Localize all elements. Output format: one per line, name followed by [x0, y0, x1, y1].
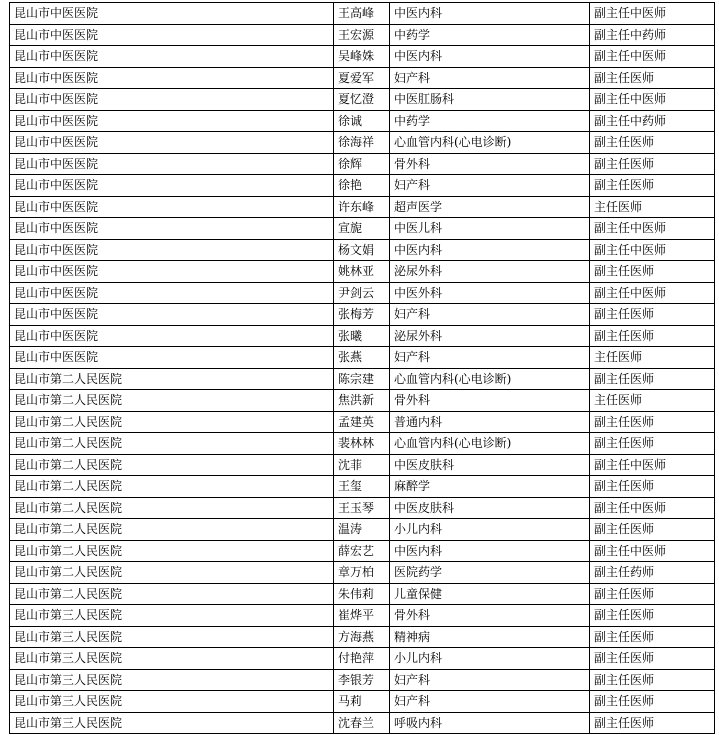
- table-row: [10, 325, 715, 347]
- hospital-cell: 昆山市第二人民医院: [10, 583, 334, 605]
- name-cell: 崔烨平: [334, 605, 390, 627]
- hospital-cell: 昆山市中医医院: [10, 325, 334, 347]
- hospital-cell: 昆山市中医医院: [10, 89, 334, 111]
- table-row: [10, 282, 715, 304]
- hospital-cell: 昆山市中医医院: [10, 175, 334, 197]
- department-cell: 中医内科: [390, 3, 590, 25]
- name-cell: 姚林亚: [334, 261, 390, 283]
- title-cell: 副主任医师: [590, 712, 715, 734]
- department-cell: 心血管内科(心电诊断): [390, 132, 590, 154]
- table-row: [10, 46, 715, 68]
- department-cell: 中医皮肤科: [390, 497, 590, 519]
- title-cell: 副主任医师: [590, 626, 715, 648]
- name-cell: 薛宏艺: [334, 540, 390, 562]
- hospital-cell: 昆山市第三人民医院: [10, 648, 334, 670]
- title-cell: 副主任医师: [590, 67, 715, 89]
- table-row: [10, 218, 715, 240]
- department-cell: 中医内科: [390, 46, 590, 68]
- title-cell: 副主任医师: [590, 691, 715, 713]
- table-row: [10, 24, 715, 46]
- table-row: [10, 411, 715, 433]
- table-row: [10, 605, 715, 627]
- table-row: [10, 110, 715, 132]
- title-cell: 副主任中医师: [590, 282, 715, 304]
- name-cell: 裴林林: [334, 433, 390, 455]
- department-cell: 中医内科: [390, 239, 590, 261]
- hospital-cell: 昆山市第二人民医院: [10, 433, 334, 455]
- title-cell: 副主任医师: [590, 411, 715, 433]
- hospital-cell: 昆山市中医医院: [10, 46, 334, 68]
- name-cell: 朱伟莉: [334, 583, 390, 605]
- name-cell: 陈宗建: [334, 368, 390, 390]
- department-cell: 中医皮肤科: [390, 454, 590, 476]
- name-cell: 夏忆澄: [334, 89, 390, 111]
- department-cell: 妇产科: [390, 691, 590, 713]
- title-cell: 副主任医师: [590, 648, 715, 670]
- hospital-cell: 昆山市中医医院: [10, 261, 334, 283]
- name-cell: 徐艳: [334, 175, 390, 197]
- title-cell: 副主任医师: [590, 304, 715, 326]
- department-cell: 麻醉学: [390, 476, 590, 498]
- department-cell: 医院药学: [390, 562, 590, 584]
- title-cell: 副主任中药师: [590, 24, 715, 46]
- table-row: [10, 347, 715, 369]
- table-row: [10, 433, 715, 455]
- hospital-cell: 昆山市中医医院: [10, 347, 334, 369]
- table-row: [10, 648, 715, 670]
- name-cell: 宣旎: [334, 218, 390, 240]
- hospital-cell: 昆山市中医医院: [10, 67, 334, 89]
- title-cell: 副主任中医师: [590, 46, 715, 68]
- name-cell: 焦洪新: [334, 390, 390, 412]
- table-row: [10, 67, 715, 89]
- department-cell: 泌尿外科: [390, 325, 590, 347]
- table-row: [10, 712, 715, 734]
- department-cell: 妇产科: [390, 304, 590, 326]
- title-cell: 副主任中医师: [590, 218, 715, 240]
- title-cell: 主任医师: [590, 347, 715, 369]
- department-cell: 妇产科: [390, 347, 590, 369]
- name-cell: 马莉: [334, 691, 390, 713]
- table-row: [10, 497, 715, 519]
- title-cell: 副主任医师: [590, 153, 715, 175]
- name-cell: 徐辉: [334, 153, 390, 175]
- table-row: [10, 669, 715, 691]
- name-cell: 王玺: [334, 476, 390, 498]
- hospital-cell: 昆山市第二人民医院: [10, 540, 334, 562]
- table-row: [10, 519, 715, 541]
- name-cell: 王玉琴: [334, 497, 390, 519]
- hospital-cell: 昆山市第二人民医院: [10, 562, 334, 584]
- name-cell: 沈春兰: [334, 712, 390, 734]
- name-cell: 杨文娟: [334, 239, 390, 261]
- name-cell: 尹剑云: [334, 282, 390, 304]
- department-cell: 中医儿科: [390, 218, 590, 240]
- name-cell: 徐海祥: [334, 132, 390, 154]
- name-cell: 许东峰: [334, 196, 390, 218]
- table-body: [10, 3, 715, 734]
- department-cell: 心血管内科(心电诊断): [390, 433, 590, 455]
- title-cell: 主任医师: [590, 390, 715, 412]
- hospital-cell: 昆山市第二人民医院: [10, 390, 334, 412]
- table-row: [10, 691, 715, 713]
- hospital-cell: 昆山市第三人民医院: [10, 712, 334, 734]
- department-cell: 小儿内科: [390, 648, 590, 670]
- table-row: [10, 89, 715, 111]
- title-cell: 副主任中医师: [590, 497, 715, 519]
- table-row: [10, 261, 715, 283]
- hospital-cell: 昆山市中医医院: [10, 3, 334, 25]
- table-row: [10, 304, 715, 326]
- name-cell: 沈菲: [334, 454, 390, 476]
- name-cell: 王高峰: [334, 3, 390, 25]
- name-cell: 张梅芳: [334, 304, 390, 326]
- table-row: [10, 132, 715, 154]
- name-cell: 章万柏: [334, 562, 390, 584]
- table-row: [10, 3, 715, 25]
- title-cell: 副主任中医师: [590, 3, 715, 25]
- name-cell: 夏爱军: [334, 67, 390, 89]
- department-cell: 普通内科: [390, 411, 590, 433]
- hospital-cell: 昆山市中医医院: [10, 153, 334, 175]
- name-cell: 孟建英: [334, 411, 390, 433]
- hospital-cell: 昆山市中医医院: [10, 218, 334, 240]
- hospital-cell: 昆山市第三人民医院: [10, 605, 334, 627]
- name-cell: 方海燕: [334, 626, 390, 648]
- personnel-table: [9, 2, 715, 734]
- name-cell: 张曦: [334, 325, 390, 347]
- hospital-cell: 昆山市第二人民医院: [10, 519, 334, 541]
- table-row: [10, 239, 715, 261]
- department-cell: 妇产科: [390, 175, 590, 197]
- department-cell: 骨外科: [390, 390, 590, 412]
- name-cell: 付艳萍: [334, 648, 390, 670]
- department-cell: 儿童保健: [390, 583, 590, 605]
- name-cell: 温涛: [334, 519, 390, 541]
- hospital-cell: 昆山市第二人民医院: [10, 497, 334, 519]
- name-cell: 李银芳: [334, 669, 390, 691]
- title-cell: 副主任医师: [590, 175, 715, 197]
- department-cell: 中医内科: [390, 540, 590, 562]
- department-cell: 中药学: [390, 24, 590, 46]
- department-cell: 妇产科: [390, 669, 590, 691]
- hospital-cell: 昆山市中医医院: [10, 196, 334, 218]
- title-cell: 副主任药师: [590, 562, 715, 584]
- hospital-cell: 昆山市中医医院: [10, 110, 334, 132]
- department-cell: 精神病: [390, 626, 590, 648]
- table-row: [10, 540, 715, 562]
- table-row: [10, 562, 715, 584]
- title-cell: 副主任医师: [590, 433, 715, 455]
- title-cell: 副主任医师: [590, 325, 715, 347]
- table-row: [10, 454, 715, 476]
- title-cell: 副主任中药师: [590, 110, 715, 132]
- hospital-cell: 昆山市中医医院: [10, 24, 334, 46]
- table-row: [10, 196, 715, 218]
- hospital-cell: 昆山市中医医院: [10, 239, 334, 261]
- name-cell: 徐诚: [334, 110, 390, 132]
- title-cell: 副主任医师: [590, 476, 715, 498]
- hospital-cell: 昆山市第二人民医院: [10, 411, 334, 433]
- department-cell: 心血管内科(心电诊断): [390, 368, 590, 390]
- hospital-cell: 昆山市第二人民医院: [10, 454, 334, 476]
- title-cell: 副主任医师: [590, 368, 715, 390]
- hospital-cell: 昆山市第二人民医院: [10, 368, 334, 390]
- title-cell: 副主任中医师: [590, 239, 715, 261]
- department-cell: 泌尿外科: [390, 261, 590, 283]
- name-cell: 张燕: [334, 347, 390, 369]
- department-cell: 中医外科: [390, 282, 590, 304]
- title-cell: 副主任中医师: [590, 89, 715, 111]
- table-row: [10, 368, 715, 390]
- table-row: [10, 390, 715, 412]
- hospital-cell: 昆山市第三人民医院: [10, 669, 334, 691]
- title-cell: 副主任医师: [590, 583, 715, 605]
- department-cell: 骨外科: [390, 153, 590, 175]
- title-cell: 副主任医师: [590, 132, 715, 154]
- table-row: [10, 626, 715, 648]
- title-cell: 副主任中医师: [590, 540, 715, 562]
- hospital-cell: 昆山市中医医院: [10, 132, 334, 154]
- department-cell: 超声医学: [390, 196, 590, 218]
- hospital-cell: 昆山市第三人民医院: [10, 626, 334, 648]
- name-cell: 王宏源: [334, 24, 390, 46]
- department-cell: 呼吸内科: [390, 712, 590, 734]
- hospital-cell: 昆山市中医医院: [10, 282, 334, 304]
- table-row: [10, 476, 715, 498]
- table-row: [10, 175, 715, 197]
- department-cell: 小儿内科: [390, 519, 590, 541]
- title-cell: 副主任医师: [590, 261, 715, 283]
- name-cell: 吴峰姝: [334, 46, 390, 68]
- department-cell: 中药学: [390, 110, 590, 132]
- hospital-cell: 昆山市中医医院: [10, 304, 334, 326]
- title-cell: 副主任医师: [590, 519, 715, 541]
- title-cell: 主任医师: [590, 196, 715, 218]
- department-cell: 中医肛肠科: [390, 89, 590, 111]
- department-cell: 妇产科: [390, 67, 590, 89]
- table-row: [10, 583, 715, 605]
- title-cell: 副主任医师: [590, 605, 715, 627]
- title-cell: 副主任中医师: [590, 454, 715, 476]
- hospital-cell: 昆山市第三人民医院: [10, 691, 334, 713]
- title-cell: 副主任医师: [590, 669, 715, 691]
- department-cell: 骨外科: [390, 605, 590, 627]
- hospital-cell: 昆山市第二人民医院: [10, 476, 334, 498]
- table-row: [10, 153, 715, 175]
